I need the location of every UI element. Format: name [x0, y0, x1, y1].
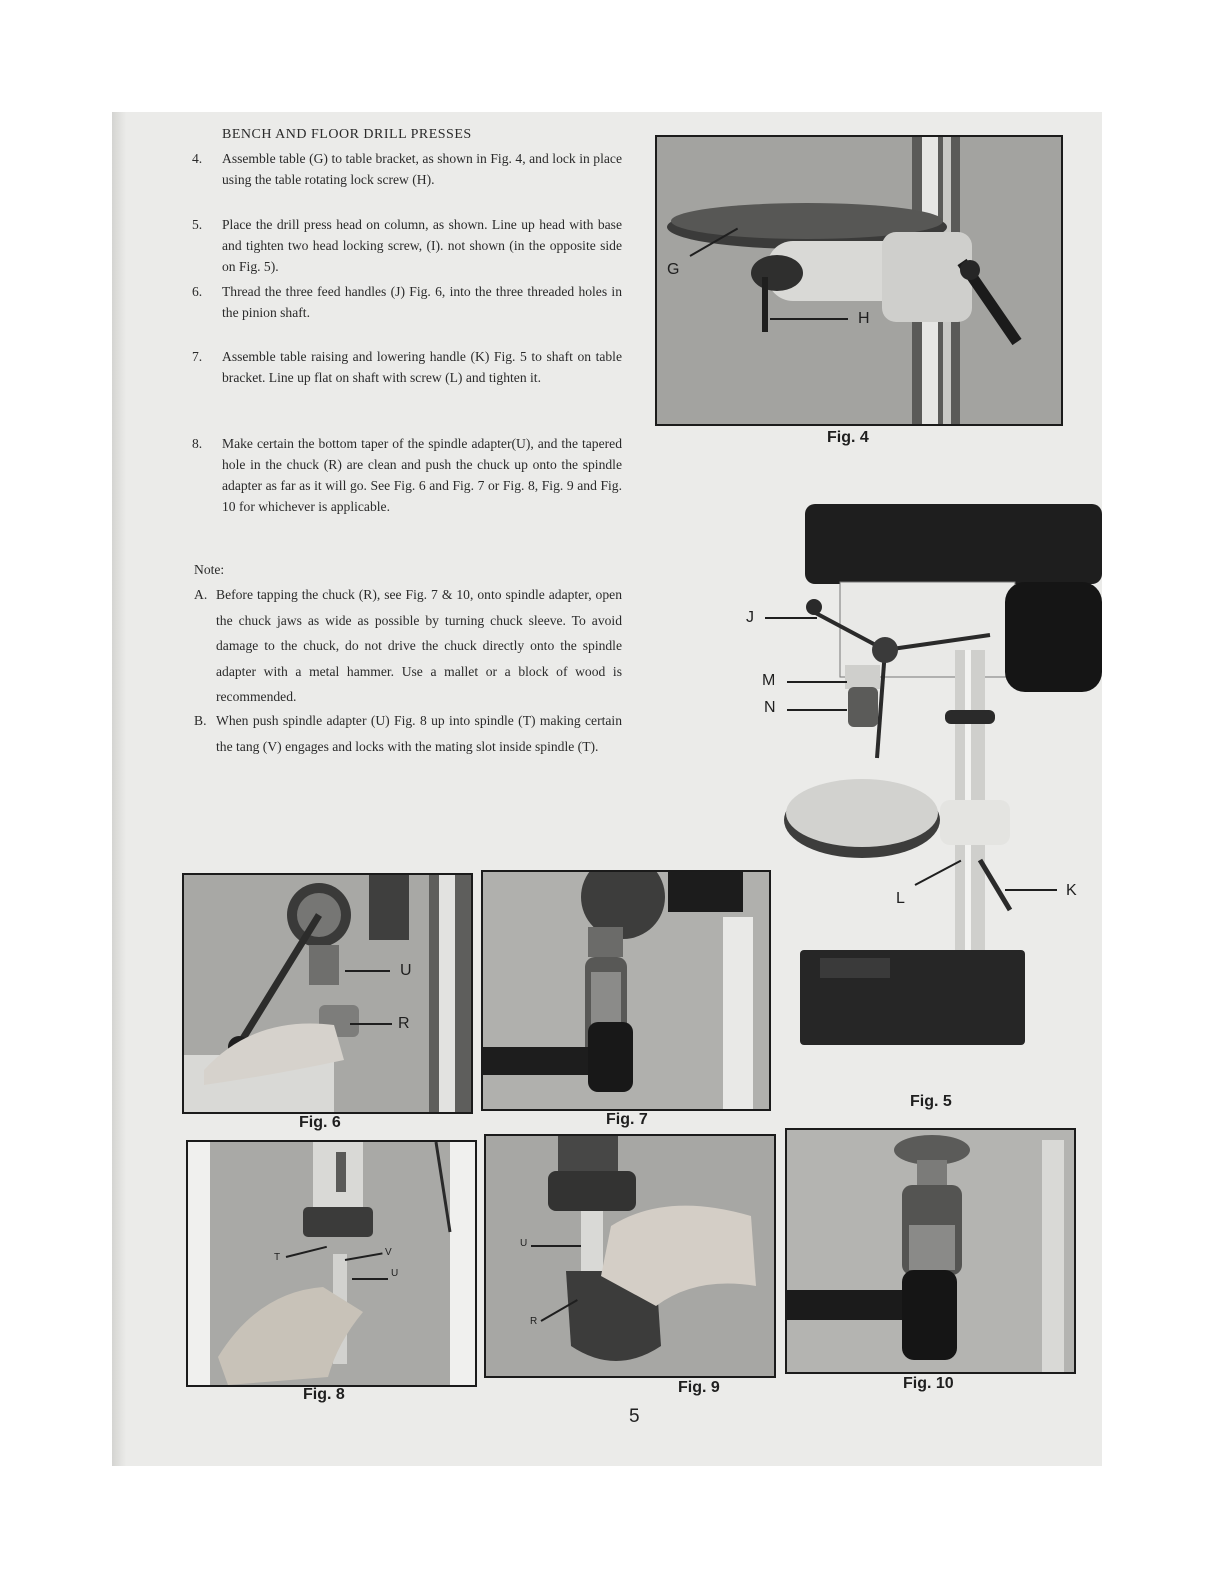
step-7: [192, 346, 622, 388]
fig9-photo: [484, 1134, 776, 1378]
n-leader-line: [787, 709, 847, 711]
fig6-photo: [182, 873, 473, 1114]
label-u8: U: [391, 1268, 399, 1279]
label-u9: U: [520, 1238, 528, 1249]
note-item-marker: B.: [194, 713, 207, 728]
step-number: 6.: [192, 284, 203, 299]
label-l: L: [896, 890, 905, 907]
fig10-photo: [785, 1128, 1076, 1374]
r-leader-line: [350, 1023, 392, 1025]
fig5-photo: [780, 500, 1102, 1050]
section-heading: BENCH AND FLOOR DRILL PRESSES: [222, 127, 472, 142]
fig8-caption: Fig. 8: [303, 1386, 345, 1403]
step-number: 7.: [192, 349, 203, 364]
label-h: H: [858, 310, 870, 327]
step-text: Place the drill press head on column, as shown. Line up head with base and tighten two head locking screw, (I). not shown (in the opposite side on Fig. 5).: [222, 217, 622, 274]
note-item-b: [194, 708, 622, 759]
label-m: M: [762, 672, 776, 689]
step-number: 5.: [192, 217, 203, 232]
step-text: Assemble table raising and lowering handle (K) Fig. 5 to shaft on table bracket. Line up flat on shaft with screw (L) and tighten it.: [222, 349, 622, 385]
fig6-caption: Fig. 6: [299, 1114, 341, 1131]
u9-leader-line: [531, 1245, 581, 1247]
step-text: Make certain the bottom taper of the spindle adapter(U), and the tapered hole in the chuck (R) are clean and push the chuck up onto the spindle adapter as far as it will go. See Fig. 6 and Fig. 7 or Fig. 8, Fig. 9 and Fig. 10 for whichever is applicable.: [222, 436, 622, 514]
fig4-caption: Fig. 4: [827, 429, 869, 446]
label-r: R: [398, 1015, 410, 1032]
note-item-text: When push spindle adapter (U) Fig. 8 up into spindle (T) making certain the tang (V) engages and locks with the mating slot inside spindle (T).: [216, 713, 622, 754]
label-k: K: [1066, 882, 1077, 899]
fig7-caption: Fig. 7: [606, 1111, 648, 1128]
step-text: Thread the three feed handles (J) Fig. 6, into the three threaded holes in the pinion shaft.: [222, 284, 622, 320]
label-r9: R: [530, 1316, 538, 1327]
label-j: J: [746, 609, 754, 626]
fig4-photo: [655, 135, 1063, 426]
label-v: V: [385, 1247, 392, 1258]
step-number: 4.: [192, 151, 203, 166]
note-label: Note:: [194, 562, 225, 577]
label-g: G: [667, 261, 680, 278]
m-leader-line: [787, 681, 847, 683]
j-leader-line: [765, 617, 817, 619]
h-leader-line: [770, 318, 848, 320]
step-5: [192, 214, 622, 277]
k-leader-line: [1005, 889, 1057, 891]
fig9-caption: Fig. 9: [678, 1379, 720, 1396]
step-number: 8.: [192, 436, 203, 451]
u-leader-line: [345, 970, 390, 972]
fig8-photo: [186, 1140, 477, 1387]
label-n: N: [764, 699, 776, 716]
label-t: T: [274, 1252, 281, 1263]
step-8: [192, 433, 622, 517]
u8-leader-line: [352, 1278, 388, 1280]
note-item-a: [194, 582, 622, 710]
step-6: [192, 281, 622, 323]
step-4: [192, 148, 622, 190]
fig5-caption: Fig. 5: [910, 1093, 952, 1110]
note-item-marker: A.: [194, 587, 208, 602]
note-item-text: Before tapping the chuck (R), see Fig. 7 & 10, onto spindle adapter, open the chuck jaws as wide as possible by turning chuck sleeve. To avoid damage to the chuck, do not drive the chuck directly onto the spindle adapter with a metal hammer. Use a mallet or a block of wood is recommended.: [216, 587, 622, 704]
page-number: 5: [629, 1406, 640, 1427]
step-text: Assemble table (G) to table bracket, as shown in Fig. 4, and lock in place using the table rotating lock screw (H).: [222, 151, 622, 187]
fig10-caption: Fig. 10: [903, 1375, 954, 1392]
page-edge-shadow: [112, 112, 126, 1466]
label-u: U: [400, 962, 412, 979]
fig7-photo: [481, 870, 771, 1111]
